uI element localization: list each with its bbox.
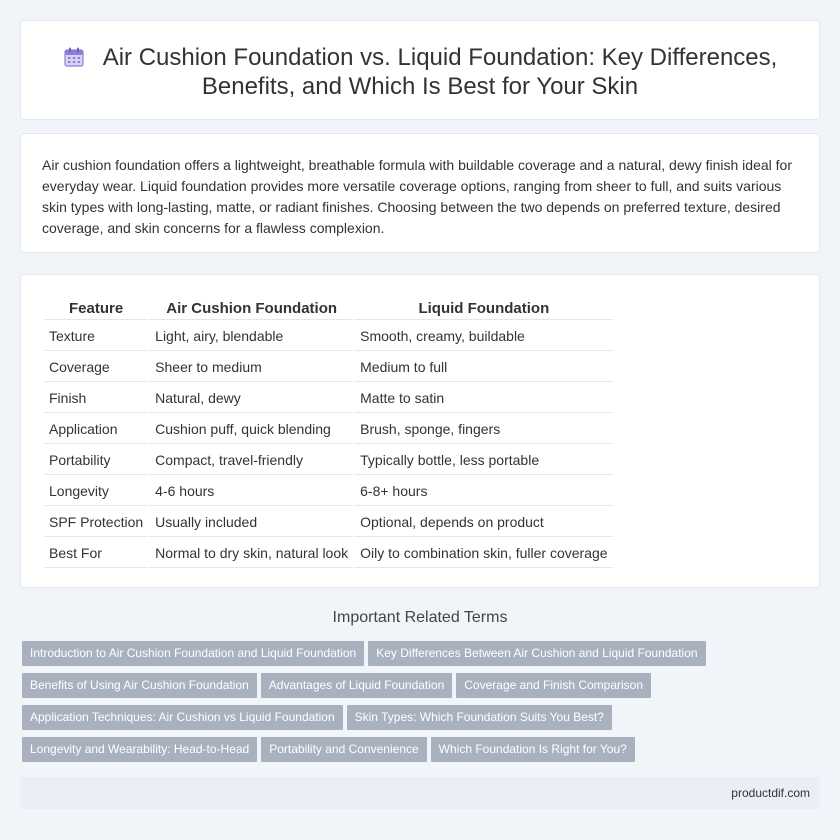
liquid-cell: Medium to full [355, 353, 612, 382]
air-cushion-cell: Cushion puff, quick blending [150, 415, 353, 444]
header-card [20, 20, 820, 120]
liquid-cell: Matte to satin [355, 384, 612, 413]
liquid-cell: 6-8+ hours [355, 477, 612, 506]
table-header-row [44, 297, 613, 320]
comparison-card [20, 274, 820, 588]
table-row [44, 508, 613, 537]
air-cushion-cell: Normal to dry skin, natural look [150, 539, 353, 568]
air-cushion-cell: Natural, dewy [150, 384, 353, 413]
feature-cell: Longevity [44, 477, 148, 506]
feature-cell: Coverage [44, 353, 148, 382]
related-term-tag[interactable]: Skin Types: Which Foundation Suits You Best? [347, 705, 612, 730]
title-line-2: Benefits, and Which Is Best for Your Skin [201, 73, 639, 100]
header-air-cushion: Air Cushion Foundation [150, 297, 353, 320]
air-cushion-cell: Sheer to medium [150, 353, 353, 382]
feature-cell: SPF Protection [44, 508, 148, 537]
intro-card [20, 133, 820, 253]
table-row [44, 353, 613, 382]
intro-paragraph: Air cushion foundation offers a lightweight, breathable formula with buildable coverage and a natural, dewy finish ideal for everyday wear. Liquid foundation provides more versatile coverage options, ranging from sheer to full, and suits various skin types with long-lasting, matte, or radiant finishes. Choosing between the two depends on preferred texture, desired coverage, and skin concerns for a flawless complexion. [42, 157, 792, 236]
related-term-tag[interactable]: Key Differences Between Air Cushion and Liquid Foundation [368, 641, 705, 666]
title-line-1: Air Cushion Foundation vs. Liquid Foundation: Key Differences, [102, 44, 778, 71]
table-row [44, 322, 613, 351]
table-row [44, 477, 613, 506]
related-term-tag[interactable]: Portability and Convenience [261, 737, 426, 762]
feature-cell: Best For [44, 539, 148, 568]
liquid-cell: Smooth, creamy, buildable [355, 322, 612, 351]
liquid-cell: Brush, sponge, fingers [355, 415, 612, 444]
comparison-table [42, 295, 615, 570]
related-term-tag[interactable]: Benefits of Using Air Cushion Foundation [22, 673, 257, 698]
feature-cell: Texture [44, 322, 148, 351]
air-cushion-cell: Compact, travel-friendly [150, 446, 353, 475]
table-row [44, 446, 613, 475]
related-term-tag[interactable]: Which Foundation Is Right for You? [431, 737, 635, 762]
air-cushion-cell: Usually included [150, 508, 353, 537]
related-term-tag[interactable]: Introduction to Air Cushion Foundation and Liquid Foundation [22, 641, 364, 666]
liquid-cell: Oily to combination skin, fuller coverage [355, 539, 612, 568]
calendar-icon [63, 46, 85, 68]
related-terms-list [22, 641, 822, 769]
related-terms-heading: Important Related Terms [332, 609, 508, 626]
page-title [21, 43, 819, 101]
related-term-tag[interactable]: Application Techniques: Air Cushion vs Liquid Foundation [22, 705, 343, 730]
related-term-tag[interactable]: Coverage and Finish Comparison [456, 673, 651, 698]
related-term-tag[interactable]: Advantages of Liquid Foundation [261, 673, 452, 698]
air-cushion-cell: Light, airy, blendable [150, 322, 353, 351]
footer [20, 777, 820, 809]
header-liquid: Liquid Foundation [355, 297, 612, 320]
air-cushion-cell: 4-6 hours [150, 477, 353, 506]
feature-cell: Portability [44, 446, 148, 475]
header-feature: Feature [44, 297, 148, 320]
table-row [44, 539, 613, 568]
footer-site-link[interactable]: productdif.com [731, 786, 810, 800]
feature-cell: Application [44, 415, 148, 444]
related-term-tag[interactable]: Longevity and Wearability: Head-to-Head [22, 737, 257, 762]
liquid-cell: Typically bottle, less portable [355, 446, 612, 475]
liquid-cell: Optional, depends on product [355, 508, 612, 537]
table-row [44, 384, 613, 413]
table-row [44, 415, 613, 444]
feature-cell: Finish [44, 384, 148, 413]
